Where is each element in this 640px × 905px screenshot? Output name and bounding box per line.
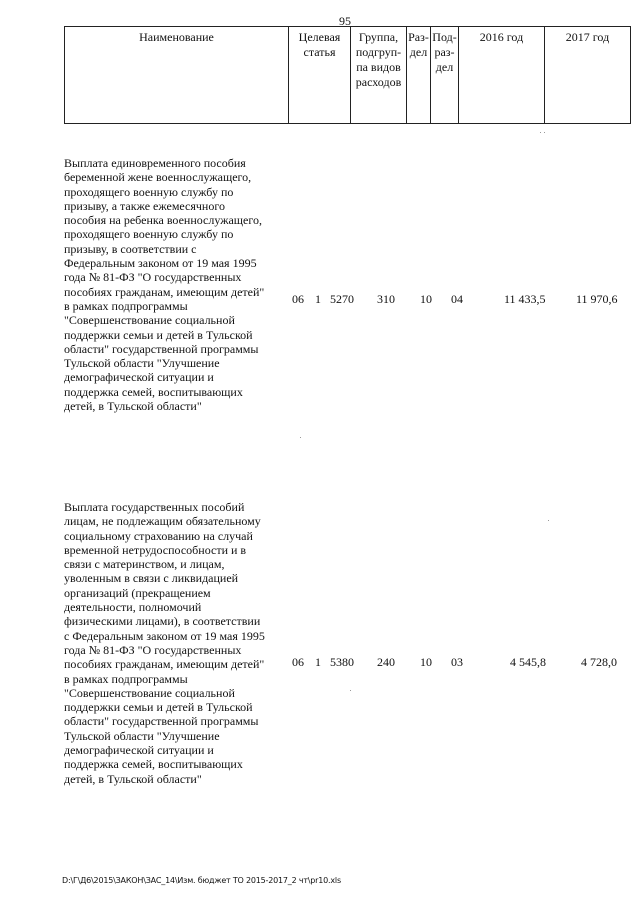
row-1-group: 310 (377, 292, 395, 306)
row-1-code-b: 1 (315, 292, 321, 306)
scan-speck (548, 520, 549, 521)
row-1-code-a: 06 (292, 292, 304, 306)
header-year-2017: 2017 год (545, 27, 631, 124)
row-1-2016: 11 433,5 (504, 292, 546, 306)
table-header (64, 26, 631, 124)
header-subsection: Под- раз- дел (431, 27, 459, 124)
row-2-2016: 4 545,8 (510, 655, 546, 669)
row-2-code-b: 1 (315, 655, 321, 669)
row-1-2017: 11 970,6 (576, 292, 618, 306)
row-2-group: 240 (377, 655, 395, 669)
footer-file-path: D:\Г\Д6\2015\ЗАКОН\ЗАС_14\Изм. бюджет ТО 2015-2017_2 чт\pr10.xls (62, 876, 341, 885)
row-2-section: 10 (420, 655, 432, 669)
scan-speck (300, 437, 301, 438)
row-1-section: 10 (420, 292, 432, 306)
row-2-name: Выплата государственных пособий лицам, не подлежащим обязательному социальному страхованию на случай временной нетрудоспособности и в связи с материнством, и лицам, уволенным в связи с ликвидацией организаций (прекращением деятельности, полномочий физическими лицами), в соответствии с Федеральным законом от 19 мая 1995 года № 81-ФЗ "О государственных пособиях гражданам, имеющим детей" в рамках подпрограммы "Совершенствование социальной поддержки семьи и детей в Тульской области" государственной программы Тульской области "Улучшение демографической ситуации и поддержка семей, воспитывающих детей, в Тульской области" (64, 500, 265, 786)
scan-speck (540, 132, 541, 133)
row-1-subsection: 04 (451, 292, 463, 306)
header-section: Раз- дел (407, 27, 431, 124)
page-number: 95 (339, 14, 351, 28)
header-group: Группа, подгруп- па видов расходов (351, 27, 407, 124)
scan-speck (350, 690, 351, 691)
header-year-2016: 2016 год (459, 27, 545, 124)
row-1-name: Выплата единовременного пособия беременной жене военнослужащего, проходящего военную службу по призыву, а также ежемесячного пособия на ребенка военнослужащего, проходящего военную службу по призыву, в соответствии с Федеральным законом от 19 мая 1995 года № 81-ФЗ "О государственных пособиях гражданам, имеющим детей" в рамках подпрограммы "Совершенствование социальной поддержки семьи и детей в Тульской области" государственной программы Тульской области "Улучшение демографической ситуации и поддержка семей, воспитывающих детей, в Тульской области" (64, 156, 265, 414)
row-2-code-c: 5380 (330, 655, 354, 669)
header-name: Наименование (65, 27, 289, 124)
row-2-code-a: 06 (292, 655, 304, 669)
header-target-article: Целевая статья (289, 27, 351, 124)
row-2-2017: 4 728,0 (581, 655, 617, 669)
row-2-subsection: 03 (451, 655, 463, 669)
row-1-code-c: 5270 (330, 292, 354, 306)
scan-speck (544, 132, 545, 133)
